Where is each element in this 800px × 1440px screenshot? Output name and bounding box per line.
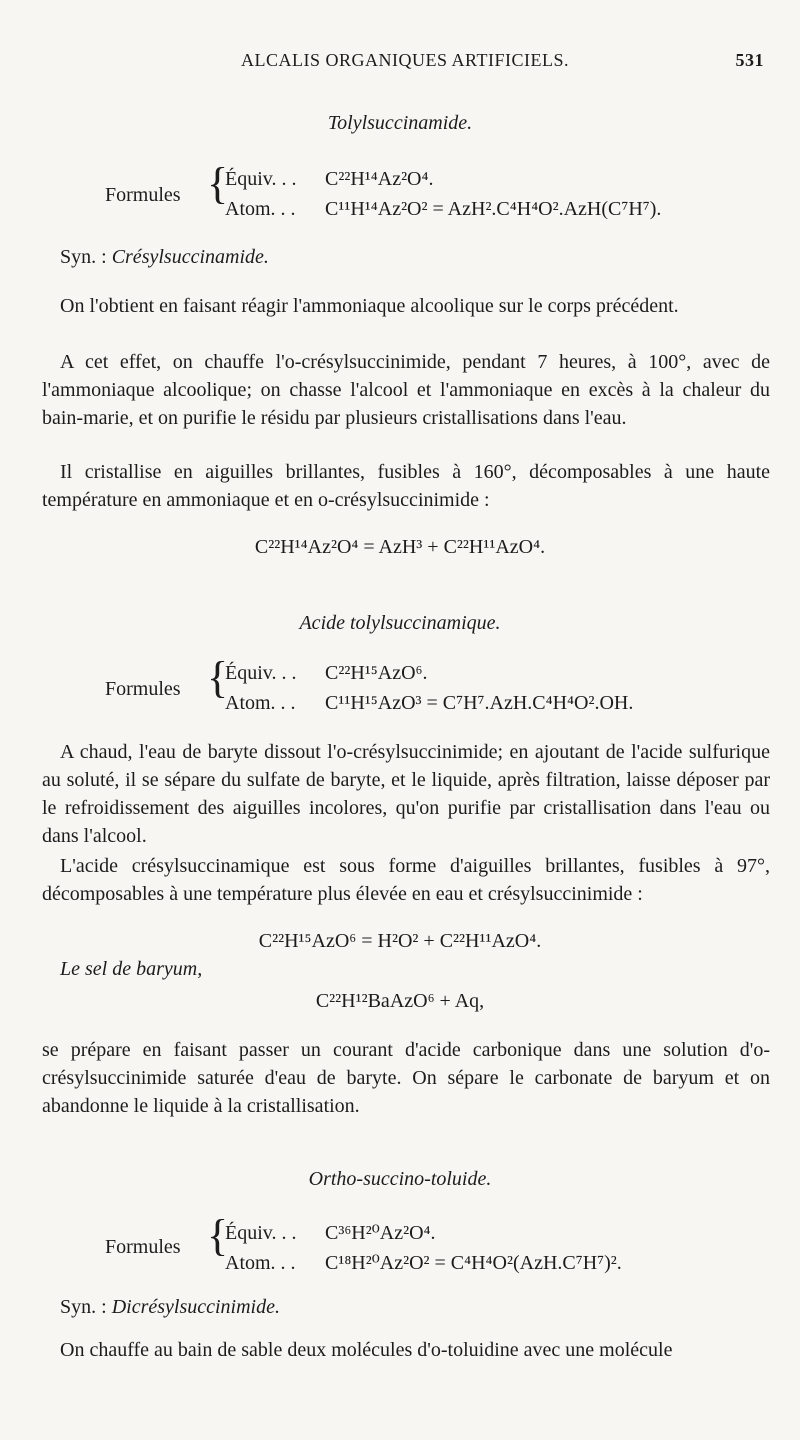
formula-equiv-row: [225, 662, 427, 685]
syn-prefix: Syn. :: [60, 246, 107, 268]
paragraph: A chaud, l'eau de baryte dissout l'o-crésylsuccinimide; en ajoutant de l'acide sulfurique au soluté, il se sépare du sulfate de baryte, et le liquide, après filtration, laisse déposer par le refroidissement des aiguilles incolores, qu'on purifie par cristallisation dans l'eau ou dans l'alcool.: [42, 741, 770, 847]
salt-intro-text: Le sel de baryum,: [60, 958, 203, 980]
salt-intro: [60, 958, 202, 981]
equiv-formula: C³⁶H²⁰Az²O⁴.: [325, 1222, 436, 1244]
equation: C²²H¹⁵AzO⁶ = H²O² + C²²H¹¹AzO⁴.: [258, 930, 542, 952]
formula-equiv-row: [225, 168, 433, 191]
atom-label: Atom. . .: [225, 198, 296, 220]
equiv-label: Équiv. . .: [225, 1222, 297, 1244]
formulas-label: Formules: [105, 678, 181, 700]
page-number: 531: [735, 50, 764, 70]
syn-prefix: Syn. :: [60, 1296, 107, 1318]
atom-label: Atom. . .: [225, 1252, 296, 1274]
formula-equiv-row: [225, 1220, 436, 1245]
atom-formula: C¹¹H¹⁵AzO³ = C⁷H⁷.AzH.C⁴H⁴O².OH.: [325, 692, 634, 714]
formula-atom-row: [225, 692, 633, 715]
atom-label: Atom. . .: [225, 692, 296, 714]
formulas-label: Formules: [105, 184, 181, 206]
formula-atom-row: [225, 1250, 622, 1275]
brace-icon: {: [207, 653, 229, 702]
equiv-formula: C²²H¹⁵AzO⁶.: [325, 662, 428, 684]
paragraph: se prépare en faisant passer un courant d'acide carbonique dans une solution d'o-crésylsuccinimide saturée d'eau de baryte. On sépare le carbonate de baryum et on abandonne le liquide à la cristallisation.: [42, 1039, 770, 1117]
equiv-formula: C²²H¹⁴Az²O⁴.: [325, 168, 434, 190]
equiv-label: Équiv. . .: [225, 662, 297, 684]
atom-formula: C¹¹H¹⁴Az²O² = AzH².C⁴H⁴O².AzH(C⁷H⁷).: [325, 198, 662, 220]
brace-icon: {: [207, 159, 229, 208]
atom-formula: C¹⁸H²⁰Az²O² = C⁴H⁴O²(AzH.C⁷H⁷)².: [325, 1252, 622, 1274]
equiv-label: Équiv. . .: [225, 168, 297, 190]
section-title: Acide tolylsuccinamique.: [299, 612, 501, 634]
equation: C²²H¹⁴Az²O⁴ = AzH³ + C²²H¹¹AzO⁴.: [254, 536, 546, 558]
formulas-label: Formules: [105, 1236, 181, 1258]
synonym-line: [60, 246, 269, 269]
paragraph: On l'obtient en faisant réagir l'ammoniaque alcoolique sur le corps précédent.: [60, 295, 679, 317]
syn-name: Dicrésylsuccinimide.: [111, 1296, 280, 1318]
syn-name: Crésylsuccinamide.: [111, 246, 269, 268]
brace-icon: {: [207, 1211, 229, 1260]
paragraph: Il cristallise en aiguilles brillantes, fusibles à 160°, décomposables à une haute température en ammoniaque et en o-crésylsuccinimide :: [42, 461, 770, 511]
paragraph: L'acide crésylsuccinamique est sous forme d'aiguilles brillantes, fusibles à 97°, décomposables à une température plus élevée en eau et crésylsuccinimide :: [42, 855, 770, 905]
paragraph: On chauffe au bain de sable deux molécules d'o-toluidine avec une molécule: [60, 1339, 673, 1361]
section-title: Tolylsuccinamide.: [327, 112, 473, 134]
synonym-line: [60, 1296, 280, 1319]
running-title: ALCALIS ORGANIQUES ARTIFICIELS.: [241, 50, 569, 70]
salt-formula: C²²H¹²BaAzO⁶ + Aq,: [315, 990, 485, 1012]
page-header: [40, 44, 770, 74]
section-title: Ortho-succino-toluide.: [308, 1168, 492, 1190]
paragraph: A cet effet, on chauffe l'o-crésylsuccinimide, pendant 7 heures, à 100°, avec de l'ammoniaque alcoolique; on chasse l'alcool et l'ammoniaque en excès à la chaleur du bain-marie, et on purifie le résidu par plusieurs cristallisations dans l'eau.: [42, 351, 770, 429]
formula-atom-row: [225, 198, 661, 221]
